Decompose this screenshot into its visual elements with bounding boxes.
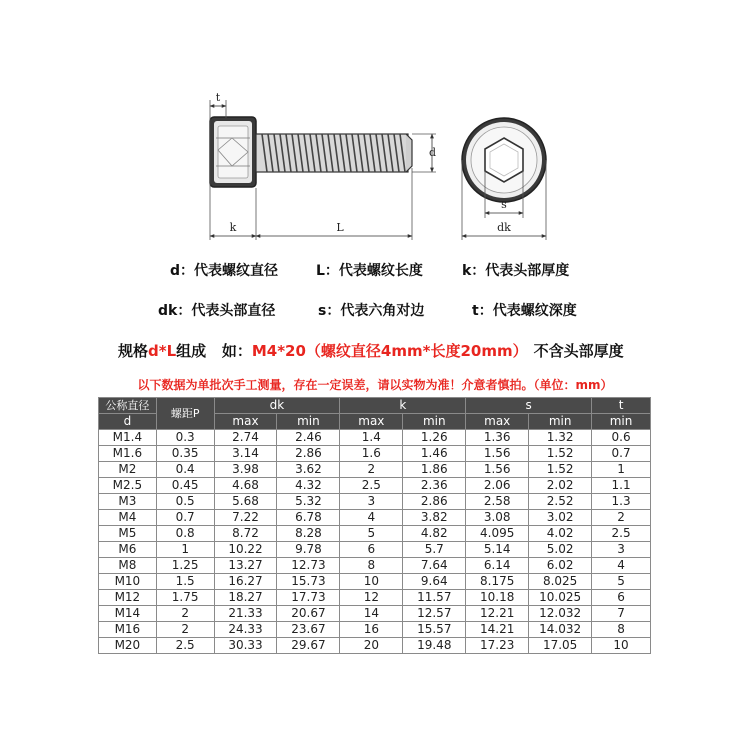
- table-cell: 6: [340, 542, 403, 558]
- table-cell: 0.3: [156, 430, 214, 446]
- table-cell: 24.33: [214, 622, 277, 638]
- header-nominal-bottom: d: [99, 414, 157, 430]
- table-cell: 4.095: [466, 526, 529, 542]
- table-cell: 0.4: [156, 462, 214, 478]
- table-cell: 1.56: [466, 446, 529, 462]
- table-cell: M12: [99, 590, 157, 606]
- table-cell: M1.6: [99, 446, 157, 462]
- spec-description: [118, 340, 624, 361]
- table-cell: 0.8: [156, 526, 214, 542]
- table-cell: 2.5: [592, 526, 651, 542]
- table-row: [99, 590, 651, 606]
- table-cell: 4: [340, 510, 403, 526]
- spec-middle: 组成 如：: [176, 342, 252, 360]
- spec-example: M4*20（螺纹直径4mm*长度20mm）: [251, 342, 528, 360]
- label-k: k: [229, 221, 237, 234]
- table-cell: 5: [340, 526, 403, 542]
- table-cell: 20: [340, 638, 403, 654]
- header-s: s: [466, 398, 592, 414]
- table-cell: 11.57: [403, 590, 466, 606]
- table-cell: M20: [99, 638, 157, 654]
- legend-d: d：代表螺纹直径: [170, 263, 279, 279]
- table-cell: 14: [340, 606, 403, 622]
- table-cell: 5.68: [214, 494, 277, 510]
- table-cell: 8: [592, 622, 651, 638]
- table-cell: 10.025: [529, 590, 592, 606]
- table-cell: 3.98: [214, 462, 277, 478]
- table-row: [99, 462, 651, 478]
- table-cell: 7.64: [403, 558, 466, 574]
- table-cell: 3: [592, 542, 651, 558]
- screw-top-view: [462, 118, 546, 240]
- table-cell: 10: [592, 638, 651, 654]
- table-cell: 10.22: [214, 542, 277, 558]
- table-cell: 2.02: [529, 478, 592, 494]
- table-cell: 8: [340, 558, 403, 574]
- table-cell: 1.3: [592, 494, 651, 510]
- table-cell: 0.7: [592, 446, 651, 462]
- table-cell: 2.36: [403, 478, 466, 494]
- table-cell: 6.02: [529, 558, 592, 574]
- table-cell: M10: [99, 574, 157, 590]
- table-cell: 7: [592, 606, 651, 622]
- table-cell: 3.14: [214, 446, 277, 462]
- table-cell: 12.73: [277, 558, 340, 574]
- table-cell: M16: [99, 622, 157, 638]
- table-row: [99, 542, 651, 558]
- table-cell: 15.57: [403, 622, 466, 638]
- table-cell: 2: [340, 462, 403, 478]
- table-cell: 0.7: [156, 510, 214, 526]
- table-cell: M14: [99, 606, 157, 622]
- table-row: [99, 526, 651, 542]
- table-cell: 17.05: [529, 638, 592, 654]
- label-t: t: [215, 91, 221, 104]
- table-cell: 2.46: [277, 430, 340, 446]
- table-cell: M8: [99, 558, 157, 574]
- table-cell: 4: [592, 558, 651, 574]
- table-cell: 2.5: [340, 478, 403, 494]
- table-cell: M4: [99, 510, 157, 526]
- table-cell: 1.6: [340, 446, 403, 462]
- table-cell: 5: [592, 574, 651, 590]
- table-row: [99, 446, 651, 462]
- table-body: [99, 430, 651, 654]
- spec-formula: d*L: [148, 342, 177, 360]
- table-cell: 29.67: [277, 638, 340, 654]
- spec-suffix: 不含头部厚度: [533, 342, 624, 360]
- table-cell: 8.28: [277, 526, 340, 542]
- header-t: t: [592, 398, 651, 414]
- table-cell: 9.64: [403, 574, 466, 590]
- table-cell: 9.78: [277, 542, 340, 558]
- table-cell: 2.74: [214, 430, 277, 446]
- table-row: [99, 622, 651, 638]
- label-L: L: [336, 221, 344, 234]
- label-dk: dk: [497, 221, 511, 234]
- header-dk-max: max: [214, 414, 277, 430]
- table-cell: 30.33: [214, 638, 277, 654]
- table-cell: 1.86: [403, 462, 466, 478]
- table-cell: 2.86: [403, 494, 466, 510]
- table-cell: 12.57: [403, 606, 466, 622]
- spec-prefix: 规格: [118, 342, 149, 360]
- table-cell: 16: [340, 622, 403, 638]
- table-row: [99, 558, 651, 574]
- header-s-max: max: [466, 414, 529, 430]
- table-cell: 5.14: [466, 542, 529, 558]
- table-cell: 12: [340, 590, 403, 606]
- measurement-notice: 以下数据为单批次手工测量，存在一定误差，请以实物为准！介意者慎拍。（单位：mm）: [137, 378, 613, 392]
- header-pitch: 螺距P: [156, 398, 214, 430]
- table-cell: 8.72: [214, 526, 277, 542]
- table-cell: M5: [99, 526, 157, 542]
- table-cell: 2.06: [466, 478, 529, 494]
- table-cell: 1.56: [466, 462, 529, 478]
- table-cell: 3.08: [466, 510, 529, 526]
- table-row: [99, 494, 651, 510]
- table-cell: 19.48: [403, 638, 466, 654]
- table-cell: 2.58: [466, 494, 529, 510]
- table-cell: 2.86: [277, 446, 340, 462]
- table-cell: 1.75: [156, 590, 214, 606]
- table-cell: 5.02: [529, 542, 592, 558]
- table-row: [99, 430, 651, 446]
- table-cell: 15.73: [277, 574, 340, 590]
- table-cell: 4.68: [214, 478, 277, 494]
- legend-row-1: [0, 260, 750, 280]
- table-cell: 23.67: [277, 622, 340, 638]
- table-cell: 3.02: [529, 510, 592, 526]
- table-cell: 8.025: [529, 574, 592, 590]
- table-cell: 1.5: [156, 574, 214, 590]
- table-cell: 2.5: [156, 638, 214, 654]
- header-dk-min: min: [277, 414, 340, 430]
- screw-side-view: [210, 91, 436, 240]
- table-cell: 0.6: [592, 430, 651, 446]
- table-cell: 21.33: [214, 606, 277, 622]
- table-cell: M3: [99, 494, 157, 510]
- header-k-max: max: [340, 414, 403, 430]
- table-cell: 10.18: [466, 590, 529, 606]
- table-cell: 0.45: [156, 478, 214, 494]
- table-cell: 1: [156, 542, 214, 558]
- table-cell: 14.032: [529, 622, 592, 638]
- table-cell: 1: [592, 462, 651, 478]
- header-k-min: min: [403, 414, 466, 430]
- table-cell: 1.32: [529, 430, 592, 446]
- table-cell: M2: [99, 462, 157, 478]
- table-cell: 10: [340, 574, 403, 590]
- table-cell: 13.27: [214, 558, 277, 574]
- table-cell: 17.23: [466, 638, 529, 654]
- table-cell: 1.52: [529, 462, 592, 478]
- table-cell: 6: [592, 590, 651, 606]
- table-cell: 2: [592, 510, 651, 526]
- table-cell: 2: [156, 606, 214, 622]
- table-row: [99, 510, 651, 526]
- table-row: [99, 574, 651, 590]
- table-cell: 8.175: [466, 574, 529, 590]
- table-cell: 18.27: [214, 590, 277, 606]
- table-cell: 5.7: [403, 542, 466, 558]
- table-cell: 3.62: [277, 462, 340, 478]
- table-cell: 12.21: [466, 606, 529, 622]
- table-row: [99, 478, 651, 494]
- label-s: s: [501, 198, 507, 211]
- table-cell: 1.1: [592, 478, 651, 494]
- label-d: d: [429, 146, 437, 159]
- table-cell: 3.82: [403, 510, 466, 526]
- dimension-table: [98, 397, 651, 654]
- legend-t: t：代表螺纹深度: [472, 303, 577, 319]
- table-cell: 5.32: [277, 494, 340, 510]
- legend-row-2: [0, 300, 750, 320]
- table-cell: 3: [340, 494, 403, 510]
- table-cell: 1.25: [156, 558, 214, 574]
- table-cell: M6: [99, 542, 157, 558]
- table-row: [99, 606, 651, 622]
- table-cell: 2: [156, 622, 214, 638]
- legend-k: k：代表头部厚度: [462, 263, 570, 279]
- table-cell: 14.21: [466, 622, 529, 638]
- screw-technical-drawing: [0, 0, 750, 250]
- table-cell: M2.5: [99, 478, 157, 494]
- legend-dk: dk：代表头部直径: [158, 303, 276, 319]
- table-cell: 17.73: [277, 590, 340, 606]
- table-cell: 4.82: [403, 526, 466, 542]
- legend-s: s：代表六角对边: [318, 303, 425, 319]
- table-cell: 1.52: [529, 446, 592, 462]
- header-k: k: [340, 398, 466, 414]
- table-cell: 1.46: [403, 446, 466, 462]
- table-cell: 6.14: [466, 558, 529, 574]
- table-cell: 4.32: [277, 478, 340, 494]
- legend-L: L：代表螺纹长度: [316, 263, 423, 279]
- table-cell: 16.27: [214, 574, 277, 590]
- table-cell: 1.36: [466, 430, 529, 446]
- table-cell: 1.4: [340, 430, 403, 446]
- table-cell: 7.22: [214, 510, 277, 526]
- header-t-min: min: [592, 414, 651, 430]
- header-nominal-top: 公称直径: [99, 398, 157, 414]
- table-row: [99, 638, 651, 654]
- table-cell: 1.26: [403, 430, 466, 446]
- table-cell: 20.67: [277, 606, 340, 622]
- table-cell: 6.78: [277, 510, 340, 526]
- table-cell: M1.4: [99, 430, 157, 446]
- table-cell: 12.032: [529, 606, 592, 622]
- header-dk: dk: [214, 398, 340, 414]
- table-cell: 4.02: [529, 526, 592, 542]
- table-cell: 0.5: [156, 494, 214, 510]
- table-cell: 2.52: [529, 494, 592, 510]
- table-cell: 0.35: [156, 446, 214, 462]
- header-s-min: min: [529, 414, 592, 430]
